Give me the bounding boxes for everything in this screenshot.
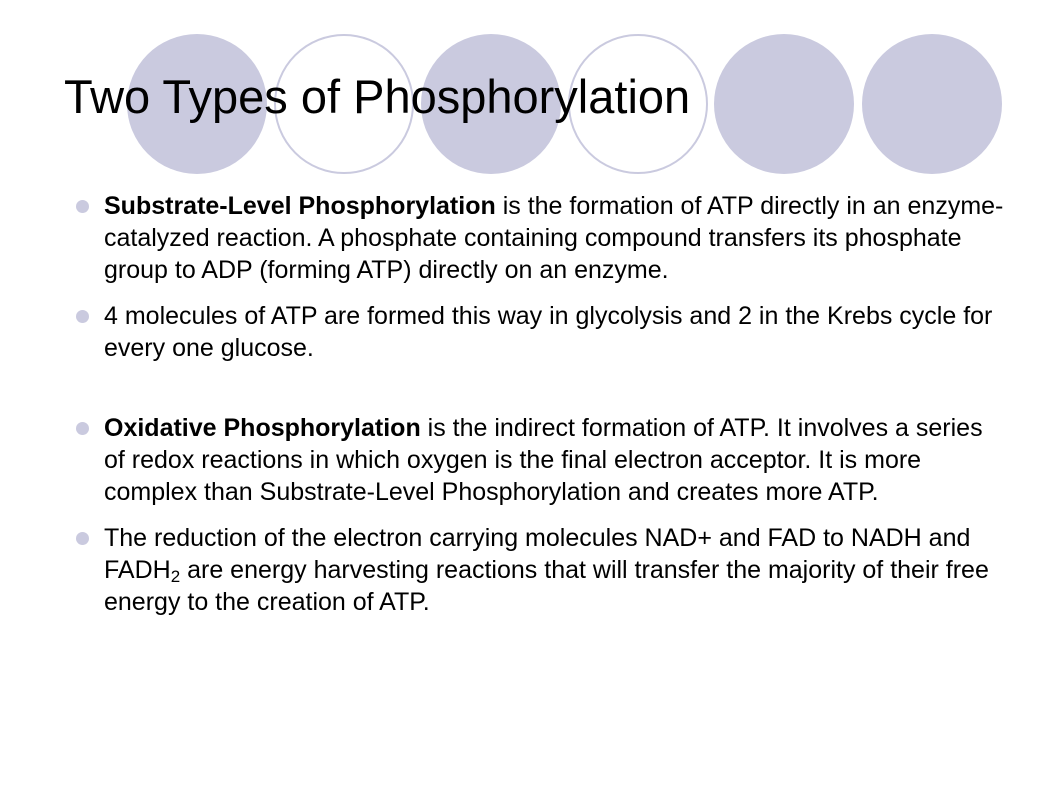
bullet-item-atp-count	[76, 300, 1006, 364]
bullet-item-substrate-level	[76, 190, 1006, 286]
subscript-2: 2	[170, 567, 181, 586]
bullet-dot-icon	[76, 310, 89, 323]
term-substrate-level-phosphorylation: Substrate-Level Phosphorylation	[104, 192, 496, 220]
decorative-circle-filled	[862, 34, 1002, 174]
decorative-circle-filled	[714, 34, 854, 174]
bullet-dot-icon	[76, 532, 89, 545]
bullet-text: The reduction of the electron carrying molecules NAD+ and FAD to NADH and FADH	[104, 524, 971, 584]
bullet-text: are energy harvesting reactions that will transfer the majority of their free energy to the creation of ATP.	[104, 556, 989, 616]
bullet-text: is the formation of ATP directly in an enzyme-catalyzed reaction. A phosphate containing compound transfers its phosphate group to ADP (forming ATP) directly on an enzyme.	[104, 192, 1004, 284]
bullet-item-oxidative	[76, 412, 1006, 508]
term-oxidative-phosphorylation: Oxidative Phosphorylation	[104, 414, 421, 442]
slide-title: Two Types of Phosphorylation	[64, 70, 691, 123]
bullet-dot-icon	[76, 200, 89, 213]
bullet-list	[76, 190, 1006, 618]
bullet-text: is the indirect formation of ATP. It involves a series of redox reactions in which oxygen is the final electron acceptor. It is more complex than Substrate-Level Phosphorylation and creates more ATP.	[104, 414, 983, 506]
bullet-text: 4 molecules of ATP are formed this way in glycolysis and 2 in the Krebs cycle for every one glucose.	[104, 302, 993, 362]
bullet-dot-icon	[76, 422, 89, 435]
bullet-item-reduction	[76, 522, 1006, 618]
